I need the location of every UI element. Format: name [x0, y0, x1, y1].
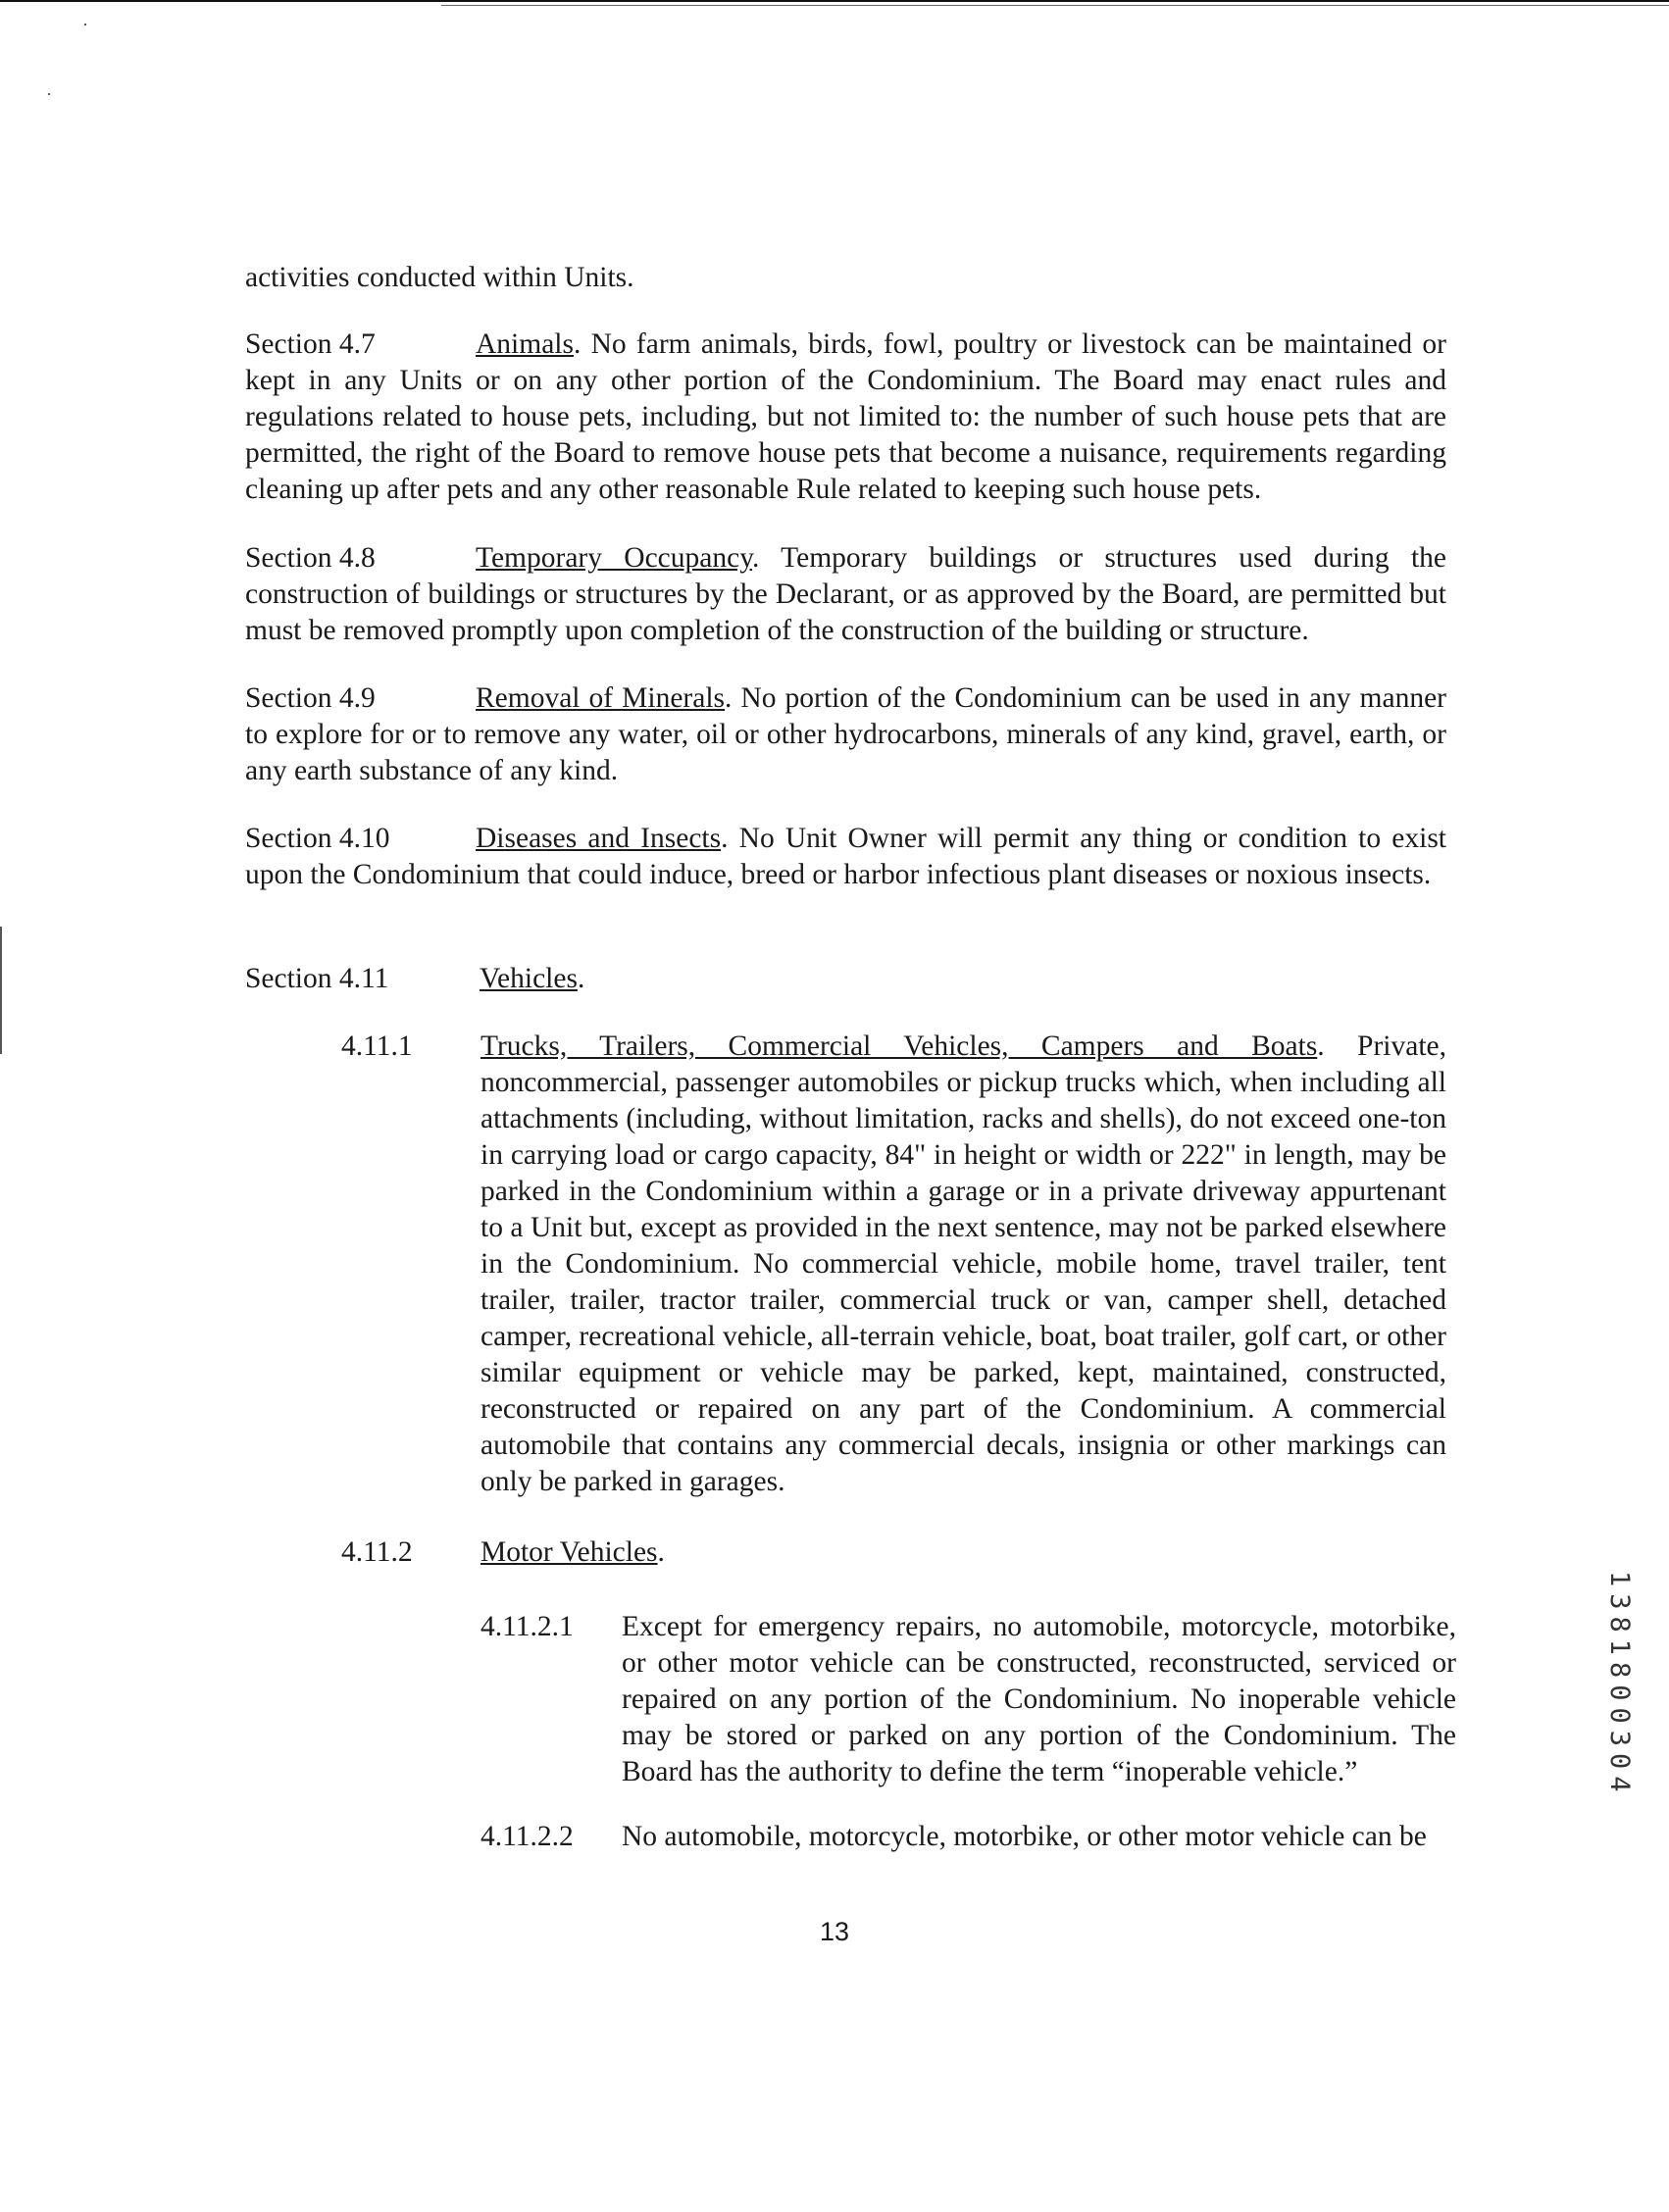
subsection-4-11-2-number: 4.11.2: [341, 1536, 413, 1568]
section-4-10-title: Diseases and Insects: [476, 823, 722, 854]
section-4-10-body: . No Unit Owner will permit any thing or condition to exist upon the Condominium that could induce, breed or harbor infectious plant diseases or noxious insects.: [245, 823, 1447, 890]
subsection-4-11-2: [341, 1534, 1446, 1571]
section-4-9-title: Removal of Minerals: [476, 682, 726, 714]
subsection-4-11-2-1-text: Except for emergency repairs, no automobile, motorcycle, motorbike, or other motor vehicle can be constructed, reconstructed, serviced or repaired on any portion of the Condominium. No inoperable vehicle may be stored or parked on any portion of the Condominium. The Board has the authority to define the term “inoperable vehicle.”: [622, 1611, 1456, 1787]
section-4-11-number: Section 4.11: [245, 963, 389, 994]
scan-top-border-secondary: [441, 5, 1669, 6]
section-4-10-number: Section 4.10: [245, 823, 390, 854]
subsection-4-11-2-title: Motor Vehicles: [480, 1536, 658, 1568]
section-4-7-body: . No farm animals, birds, fowl, poultry or livestock can be maintained or kept in any Units or on any other portion of the Condominium. The Board may enact rules and regulations related to house pets, including, but not limited to: the number of such house pets that are permitted, the right of the Board to remove house pets that become a nuisance, requirements regarding cleaning up after pets and any other reasonable Rule related to keeping such house pets.: [245, 328, 1446, 505]
subsection-4-11-2-2-text: No automobile, motorcycle, motorbike, or other motor vehicle can be: [622, 1821, 1427, 1852]
section-4-10-text: [245, 821, 1446, 893]
subsection-4-11-2-1-number: 4.11.2.1: [480, 1611, 574, 1642]
subsection-4-11-2-heading: [480, 1534, 1446, 1571]
section-4-8-title: Temporary Occupancy: [476, 542, 753, 574]
scan-speck: [48, 93, 50, 95]
section-4-7-title: Animals: [476, 328, 574, 360]
recording-number-stamp: 1381800304: [1604, 1571, 1635, 1799]
section-4-11-title-suffix: .: [577, 963, 585, 994]
section-4-11-title: Vehicles: [480, 963, 578, 994]
page-number: 13: [819, 1917, 850, 1946]
subsection-4-11-1-title: Trucks, Trailers, Commercial Vehicles, Campers and Boats: [480, 1031, 1318, 1062]
scan-left-edge-mark: [0, 927, 2, 1054]
subsection-4-11-1-text: [480, 1029, 1446, 1500]
section-4-8-number: Section 4.8: [245, 542, 376, 574]
subsection-4-11-2-title-suffix: .: [657, 1536, 665, 1568]
subsection-4-11-1-body: . Private, noncommercial, passenger automobiles or pickup trucks which, when including all attachments (including, without limitation, racks and shells), do not exceed one-ton in carrying load or cargo capacity, 84" in height or width or 222" in length, may be parked in the Condominium within a garage or in a private driveway appurtenant to a Unit but, except as provided in the next sentence, may not be parked elsewhere in the Condominium. No commercial vehicle, mobile home, travel trailer, tent trailer, trailer, tractor trailer, commercial truck or van, camper shell, detached camper, recreational vehicle, all-terrain vehicle, boat, boat trailer, golf cart, or other similar equipment or vehicle may be parked, kept, maintained, constructed, reconstructed or repaired on any part of the Condominium. A commercial automobile that contains any commercial decals, insignia or other markings can only be parked in garages.: [480, 1031, 1446, 1497]
section-4-9-text: [245, 680, 1446, 789]
section-4-9-body: . No portion of the Condominium can be used in any manner to explore for or to remove any water, oil or other hydrocarbons, minerals of any kind, gravel, earth, or any earth substance of any kind.: [245, 682, 1446, 786]
continuation-text: activities conducted within Units.: [245, 262, 634, 293]
scan-top-border: [0, 0, 1669, 2]
section-4-11-heading: [480, 961, 584, 997]
subsection-4-11-2-2: [480, 1819, 1461, 1855]
section-4-8-body: . Temporary buildings or structures used during the construction of buildings or structures by the Declarant, or as approved by the Board, are permitted but must be removed promptly upon completion of the construction of the building or structure.: [245, 542, 1446, 646]
section-4-9-number: Section 4.9: [245, 682, 376, 714]
subsection-4-11-1-number: 4.11.1: [341, 1031, 413, 1062]
section-4-7-number: Section 4.7: [245, 328, 376, 360]
subsection-4-11-1: [341, 1029, 1446, 1500]
scan-speck: [84, 24, 86, 25]
subsection-4-11-2-1: [480, 1609, 1456, 1790]
section-4-7-text: [245, 327, 1446, 508]
subsection-4-11-2-2-number: 4.11.2.2: [480, 1821, 574, 1852]
section-4-8-text: [245, 540, 1446, 649]
